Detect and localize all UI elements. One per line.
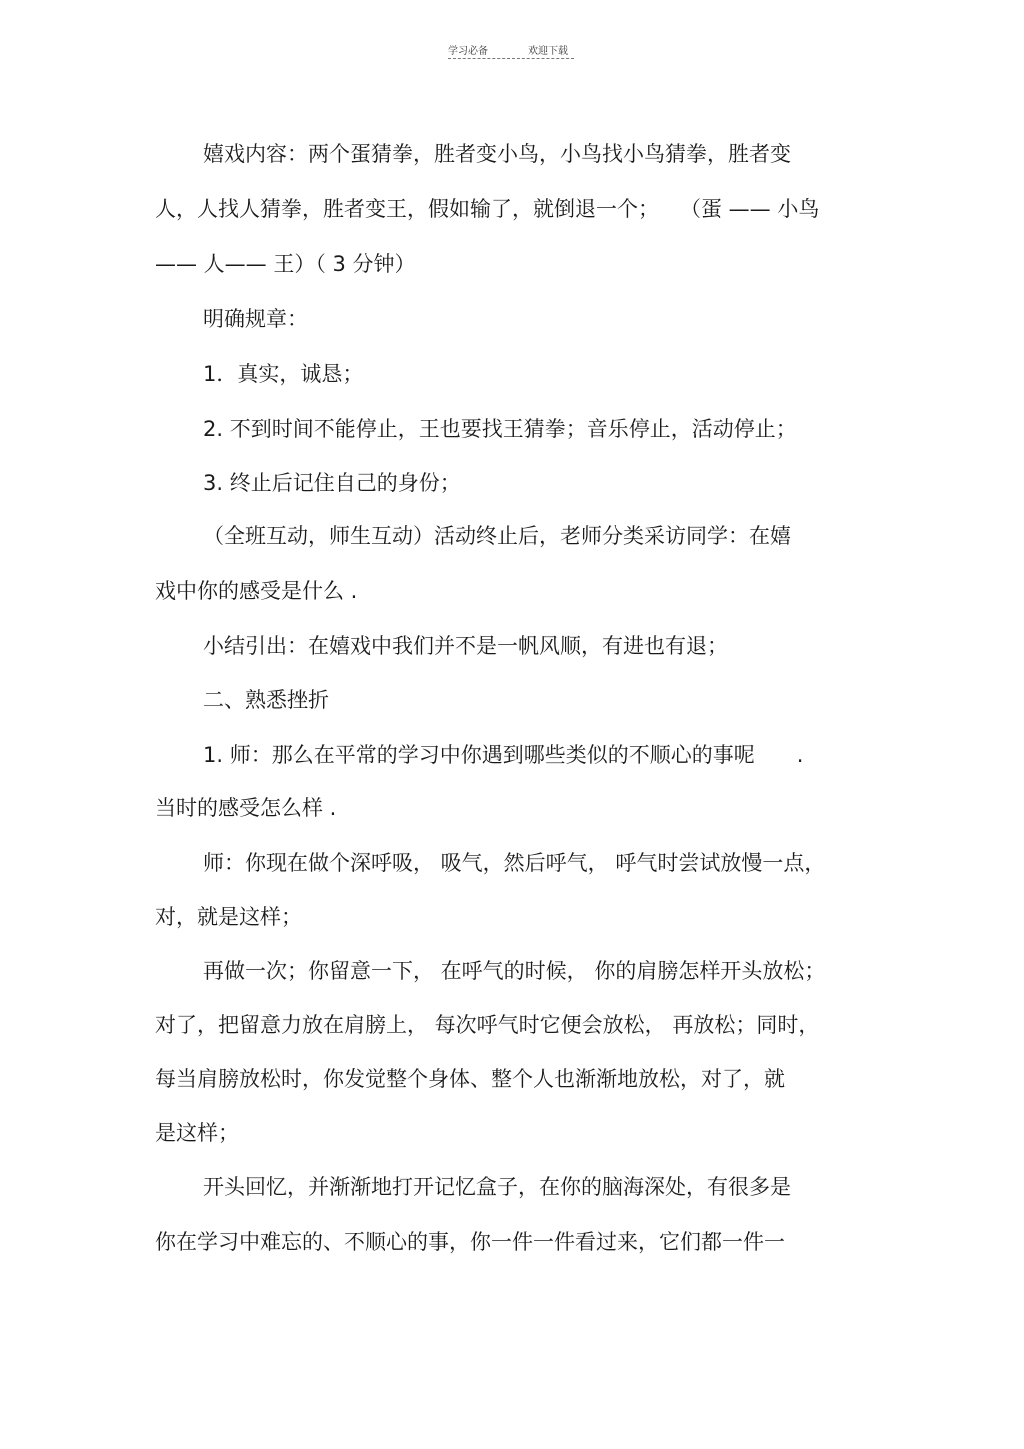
text-line: 再做一次；你留意一下， 在呼气的时候， 你的肩膀怎样开头放松； xyxy=(203,959,826,983)
text-line: 每当肩膀放松时，你发觉整个身体、整个人也渐渐地放松，对了，就 xyxy=(155,1067,785,1091)
section-heading: 二、熟悉挫折 xyxy=(203,688,329,712)
header-right-text: 欢迎下载 xyxy=(528,46,568,57)
text-line: 人，人找人猜拳，胜者变王，假如输了，就倒退一个； （蛋 —— 小鸟 xyxy=(155,197,820,221)
text-line: 当时的感受怎么样 . xyxy=(155,796,337,820)
text-line: 是这样； xyxy=(155,1121,239,1145)
text-line: —— 人—— 王）（ 3 分钟） xyxy=(155,252,416,276)
text-line: 2. 不到时间不能停止，王也要找王猜拳；音乐停止，活动停止； xyxy=(203,417,797,441)
header-left-text: 学习必备 xyxy=(448,46,488,57)
text-line: 你在学习中难忘的、不顺心的事，你一件一件看过来，它们都一件一 xyxy=(155,1230,785,1254)
text-line: 3. 终止后记住自己的身份； xyxy=(203,471,461,495)
text-line: 1. 师：那么在平常的学习中你遇到哪些类似的不顺心的事呢 . xyxy=(203,743,804,767)
text-line: 戏中你的感受是什么 . xyxy=(155,579,358,603)
text-line: 小结引出：在嬉戏中我们并不是一帆风顺，有进也有退； xyxy=(203,634,728,658)
text-line: 开头回忆，并渐渐地打开记忆盒子，在你的脑海深处，有很多是 xyxy=(203,1175,791,1199)
text-line: （全班互动，师生互动）活动终止后，老师分类采访同学：在嬉 xyxy=(203,524,791,548)
text-line: 嬉戏内容：两个蛋猜拳，胜者变小鸟，小鸟找小鸟猜拳，胜者变 xyxy=(203,142,791,166)
text-line: 师：你现在做个深呼吸， 吸气，然后呼气， 呼气时尝试放慢一点， xyxy=(203,851,826,875)
text-line: 对了，把留意力放在肩膀上， 每次呼气时它便会放松， 再放松；同时， xyxy=(155,1013,820,1037)
text-line: 明确规章： xyxy=(203,307,308,331)
text-line: 对，就是这样； xyxy=(155,905,302,929)
text-line: 1．真实，诚恳； xyxy=(203,362,364,386)
header-divider xyxy=(448,58,574,59)
page-header xyxy=(448,42,574,62)
